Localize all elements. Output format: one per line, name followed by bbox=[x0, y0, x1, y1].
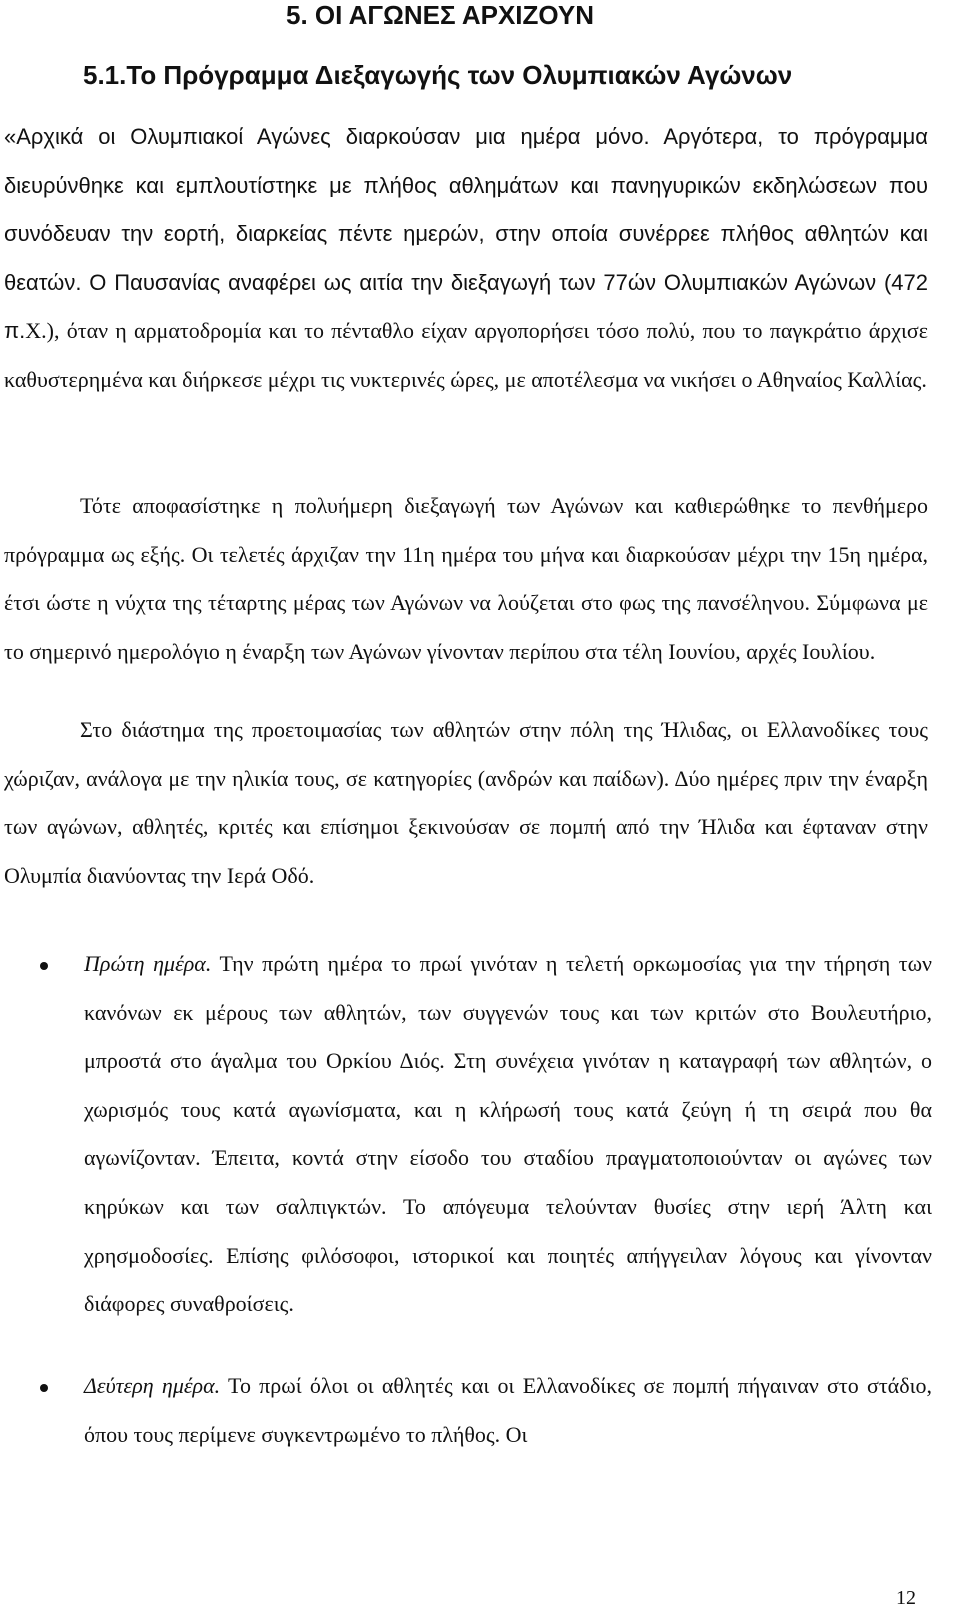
bullet-dot-icon bbox=[40, 1384, 48, 1392]
section-title: 5.1.Το Πρόγραμμα Διεξαγωγής των Ολυμπιακών Αγώνων bbox=[83, 60, 793, 90]
paragraph-schedule: Τότε αποφασίστηκε η πολυήμερη διεξαγωγή των Αγώνων και καθιερώθηκε το πενθήμερο πρόγραμμα ως εξής. Οι τελετές άρχιζαν την 11η ημέρα του μήνα και διαρκούσαν μέχρι την 15η ημέρα, έτσι ώστε η νύχτα της τέταρτης μέρας των Αγώνων να λούζεται στο φως της πανσέληνου. Σύμφωνα με το σημερινό ημερολόγιο η έναρξη των Αγώνων γίνονταν περίπου στα τέλη Ιουνίου, αρχές Ιουλίου. bbox=[4, 493, 928, 664]
bullet-dot-icon bbox=[40, 962, 48, 970]
chapter-title: 5. ΟΙ ΑΓΩΝΕΣ ΑΡΧΙΖΟΥΝ bbox=[286, 0, 595, 30]
bullet-second-day-body: Το πρωί όλοι οι αθλητές και οι Ελλανοδίκες σε πομπή πήγαιναν στο στάδιο, όπου τους περίμενε συγκεντρωμένο το πλήθος. Οι bbox=[84, 1373, 932, 1447]
page-number: 12 bbox=[896, 1587, 916, 1609]
bullet-first-day-label: Πρώτη ημέρα. bbox=[84, 951, 212, 976]
paragraph-intro-serif-run: Χ.), όταν η αρματοδρομία και το πένταθλο είχαν αργοπορήσει τόσο πολύ, που το παγκράτιο άρχισε καθυστερημένα και διήρκεσε μέχρι τις νυκτερινές ώρες, με αποτέλεσμα να νικήσει ο Αθηναίος Καλλίας. bbox=[4, 318, 928, 392]
bullet-first-day-text bbox=[84, 940, 932, 1329]
paragraph-preparation: Στο διάστημα της προετοιμασίας των αθλητών στην πόλη της Ήλιδας, οι Ελλανοδίκες τους χώριζαν, ανάλογα με την ηλικία τους, σε κατηγορίες (ανδρών και παίδων). Δύο ημέρες πριν την έναρξη των αγώνων, αθλητές, κριτές και επίσημοι ξεκινούσαν σε πομπή από την Ήλιδα και έφταναν στην Ολυμπία διανύοντας την Ιερά Οδό. bbox=[4, 717, 928, 888]
bullet-second-day-label: Δεύτερη ημέρα. bbox=[84, 1373, 221, 1398]
paragraph-intro bbox=[4, 113, 928, 405]
bullet-first-day-body: Την πρώτη ημέρα το πρωί γινόταν η τελετή ορκωμοσίας για την τήρηση των κανόνων εκ μέρους των αθλητών, των συγγενών τους και των κριτών στο Βουλευτήριο, μπροστά στο άγαλμα του Ορκίου Διός. Στη συνέχεια γινόταν η καταγραφή των αθλητών, ο χωρισμός τους κατά αγωνίσματα, και η κλήρωσή τους κατά ζεύγη ή τη σειρά που θα αγωνίζονταν. Έπειτα, κοντά στην είσοδο του σταδίου πραγματοποιούνταν οι αγώνες των κηρύκων και των σαλπιγκτών. Το απόγευμα τελούνταν θυσίες στην ιερή Άλτη και χρησμοδοσίες. Επίσης φιλόσοφοι, ιστορικοί και ποιητές απήγγειλαν λόγους και γίνονταν διάφορες συναθροίσεις. bbox=[84, 951, 933, 1317]
bullet-second-day-text bbox=[84, 1362, 932, 1459]
paragraph-intro-sans-run: «Αρχικά οι Ολυμπιακοί Αγώνες διαρκούσαν μια ημέρα μόνο. Αργότερα, το πρόγραμμα διευρύνθηκε και εμπλουτίστηκε με πλήθος αθλημάτων και πανηγυρικών εκδηλώσεων που συνόδευαν την εορτή, διαρκείας πέντε ημερών, στην οποία συνέρρεε πλήθος αθλητών και θεατών. Ο Παυσανίας αναφέρει ως αιτία την διεξαγωγή των 77ών Ολυμπιακών Αγώνων (472 π. bbox=[4, 124, 928, 344]
